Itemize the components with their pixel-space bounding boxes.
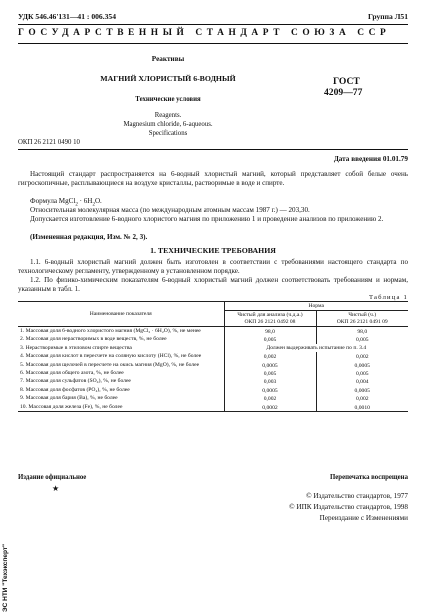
english-title-line1: Reagents.	[154, 112, 182, 119]
header-rule-bottom	[18, 43, 408, 44]
row-value-pure: 0,002	[316, 352, 408, 360]
header-rule-top	[18, 24, 408, 25]
header-grade-analytical-okp: ОКП 26 2121 0492 08	[244, 318, 296, 325]
row-indicator-name: 10. Массовая доля железа (Fe), %, не более	[18, 403, 224, 412]
header-indicator: Наименование показателя	[18, 302, 224, 327]
table-row	[18, 327, 408, 336]
udk-code: УДК 546.46'131—41 : 006.354	[18, 12, 117, 21]
row-indicator-name: 7. Массовая доля сульфатов (SO₄), %, не более	[18, 377, 224, 385]
row-value-pure: 0,0010	[316, 403, 408, 412]
copyright-1977: © Издательство стандартов, 1977	[306, 492, 408, 500]
reprint-notice: Перепечатка воспрещена	[330, 474, 408, 481]
formula-subscript-1: 2	[75, 202, 78, 208]
row-value-pure: 0,004	[316, 377, 408, 385]
row-value-analytical: 0,005	[224, 335, 316, 343]
row-value-analytical: 98,0	[224, 327, 316, 336]
gost-label: ГОСТ	[333, 76, 360, 87]
state-standard-banner: ГОСУДАРСТВЕННЫЙ СТАНДАРТ СОЮЗА ССР	[18, 28, 391, 38]
row-value-analytical: 0,0005	[224, 361, 316, 369]
header-norm: Норма	[224, 302, 408, 311]
row-value-analytical: 0,002	[224, 352, 316, 360]
row-value-pure: 0,002	[316, 394, 408, 402]
table-header-row-1	[18, 302, 408, 311]
header-grade-pure	[316, 311, 408, 327]
row-value-analytical: 0,005	[224, 369, 316, 377]
table-row	[18, 369, 408, 377]
effective-date: Дата введения 01.01.79	[333, 155, 408, 163]
row-value-analytical: 0,0002	[224, 403, 316, 412]
row-value-pure: 98,0	[316, 327, 408, 336]
header-grade-pure-name: Чистый (ч.)	[348, 312, 377, 319]
row-value-pure: 0,0005	[316, 386, 408, 394]
okp-code: ОКП 26 2121 0490 10	[18, 139, 80, 146]
table-row	[18, 403, 408, 412]
english-title-line2: Magnesium chloride, 6-aqueous.	[123, 121, 213, 128]
row-value-pure: 0,0005	[316, 361, 408, 369]
row-value-both-grades: Должен выдерживать испытание по п. 3.4	[224, 344, 408, 352]
doc-title: МАГНИЙ ХЛОРИСТЫЙ 6-ВОДНЫЙ	[100, 74, 236, 83]
row-value-pure: 0,005	[316, 335, 408, 343]
row-indicator-name: 2. Массовая доля нерастворимых в воде веществ, %, не более	[18, 335, 224, 343]
formula-end: O.	[94, 197, 102, 205]
header-grade-pure-okp: ОКП 26 2121 0491 09	[336, 318, 388, 325]
clause-1-1: 1.1. 6-водный хлористый магний должен быть изготовлен в соответствии с требованиями настоящего стандарта по технологическому регламенту, утвержденному в установленном порядке.	[18, 258, 408, 275]
section-heading: 1. ТЕХНИЧЕСКИЕ ТРЕБОВАНИЯ	[150, 246, 276, 255]
row-indicator-name: 9. Массовая доля бария (Ba), %, не более	[18, 394, 224, 402]
table-row	[18, 377, 408, 385]
molecular-mass-paragraph: Относительная молекулярная масса (по международным атомным массам 1987 г.) — 203,30.	[30, 206, 310, 214]
copyright-1998: © ИПК Издательство стандартов, 1998	[289, 503, 408, 511]
row-indicator-name: 1. Массовая доля 6-водного хлористого магния (MgCl₂ · 6H₂O), %, не менее	[18, 327, 224, 336]
row-value-analytical: 0,003	[224, 377, 316, 385]
official-edition: Издание официальное	[18, 474, 87, 481]
table-caption: Таблица 1	[368, 294, 408, 301]
table-row	[18, 386, 408, 394]
clause-1-2: 1.2. По физико-химическим показателям 6-водный хлористый магний должен соответствовать требованиям и нормам, указанным в табл. 1.	[18, 276, 408, 293]
appendix-paragraph: Допускается изготовление 6-водного хлористого магния по приложению 1 и проведение анализов по приложению 2.	[30, 215, 384, 223]
table-row	[18, 335, 408, 343]
header-grade-analytical	[224, 311, 316, 327]
row-value-analytical: 0,002	[224, 394, 316, 402]
side-stamp: ЭС НТИ "Техэксперт"	[2, 543, 9, 612]
gost-number: 4209—77	[324, 87, 363, 98]
row-indicator-name: 6. Массовая доля общего азота, %, не более	[18, 369, 224, 377]
amendment-note: (Измененная редакция, Изм. № 2, 3).	[30, 233, 148, 241]
row-indicator-name: 3. Нерастворимые в этиловом спирте вещества	[18, 344, 224, 352]
table-row	[18, 394, 408, 402]
row-value-pure: 0,005	[316, 369, 408, 377]
reissue-note: Переиздание с Изменениями	[319, 514, 408, 522]
intro-paragraph: Настоящий стандарт распространяется на 6-водный хлористый магний, который представляет собой белые очень гигроскопичные, расплывающиеся на воздухе кристаллы, растворимые в воде и спирте.	[18, 170, 408, 187]
requirements-table	[18, 301, 408, 412]
header-grade-analytical-name: Чистый для анализа (ч.д.а.)	[237, 312, 303, 319]
formula-subscript-2: 2	[92, 202, 95, 208]
row-value-analytical: 0,0005	[224, 386, 316, 394]
table-row	[18, 352, 408, 360]
group-code: Группа Л51	[368, 12, 408, 21]
table-row	[18, 344, 408, 352]
title-rule	[18, 149, 408, 150]
doc-subtitle: Технические условия	[135, 96, 201, 103]
formula-tail: · 6H	[77, 197, 93, 205]
english-title-line3: Specifications	[148, 130, 188, 137]
star-mark: ★	[52, 484, 60, 493]
doc-category: Реактивы	[151, 55, 185, 63]
row-indicator-name: 5. Массовая доля щелочей в пересчете на окись магния (MgO), %, не более	[18, 361, 224, 369]
row-indicator-name: 4. Массовая доля кислот в пересчете на соляную кислоту (HCl), %, не более	[18, 352, 224, 360]
table-row	[18, 361, 408, 369]
formula-label: Формула MgCl	[30, 197, 76, 205]
row-indicator-name: 8. Массовая доля фосфатов (PO₄), %, не более	[18, 386, 224, 394]
